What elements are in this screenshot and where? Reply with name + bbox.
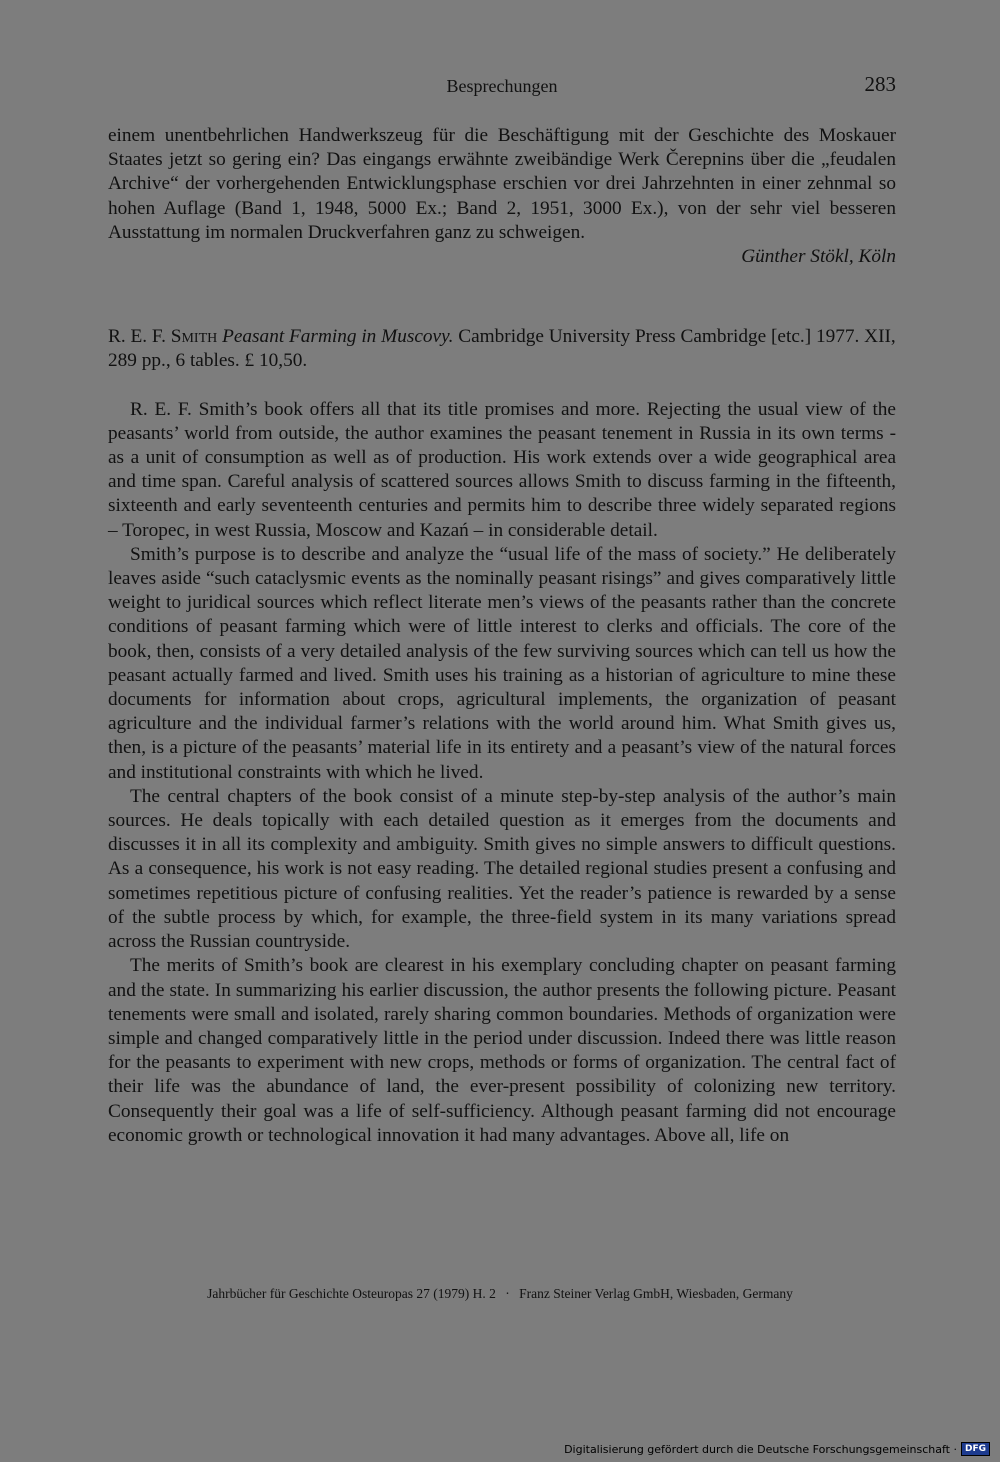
previous-review-ending: einem unentbehrlichen Handwerkszeug für die Beschäftigung mit der Geschichte des Moskauer Staates jetzt so gering ein? Das eingangs erwähnte zweibändige Werk Čerepnins über die „feudalen Archive“ der vorhergehenden Entwicklungsphase erschien vor drei Jahrzehnten in einer zehnmal so hohen Auflage (Band 1, 1948, 5000 Ex.; Band 2, 1951, 3000 Ex.), von der sehr viel besseren Ausstattung im normalen Druckverfahren ganz zu schweigen.	[108, 125, 896, 243]
review-paragraph: The merits of Smith’s book are clearest in his exemplary concluding chapter on peasant farming and the state. In summarizing his earlier discussion, the author presents the following picture. Peasant tenements were small and isolated, rarely sharing common boundaries. Methods of organization were simple and changed comparatively little in the period under discussion. Indeed there was little reason for the peasants to experiment with new crops, methods or forms of organization. The central fact of their life was the abundance of land, the ever-present possibility of colonizing new territory. Consequently their goal was a life of self-sufficiency. Although peasant farming did not encourage economic growth or technological innovation it had many advantages. Above all, life on	[108, 955, 896, 1146]
review-paragraph: R. E. F. Smith’s book offers all that its title promises and more. Rejecting the usual view of the peasants’ world from outside, the author examines the peasant tenement in Russia in its own terms - as a unit of consumption as well as of production. His work extends over a wide geographical area and time span. Careful analysis of scattered sources allows Smith to discuss farming in the fifteenth, sixteenth and early seventeenth centuries and permits him to describe three widely separated regions – Toropec, in west Russia, Moscow and Kazań – in considerable detail.	[108, 398, 896, 541]
running-header	[108, 72, 896, 102]
citation-initials: R. E. F.	[108, 326, 166, 348]
digitization-credit	[564, 1442, 990, 1456]
reviewer-signature: Günther Stökl, Köln	[741, 246, 896, 268]
review-paragraph: Smith’s purpose is to describe and analyze the “usual life of the mass of society.” He deliberately leaves aside “such cataclysmic events as the nominally peasant risings” and gives comparatively little weight to juridical sources which reflect literate men’s views of the peasants rather than the concrete conditions of peasant farming which were of little interest to clerks and officials. The core of the book, then, consists of a very detailed analysis of the few surviving sources which can tell us how the peasant actually farmed and lived. Smith uses his training as a historian of agriculture to mine these documents for information about crops, agricultural implements, the organization of peasant agriculture and the individual farmer’s relations with the world around him. What Smith gives us, then, is a picture of the peasants’ material life in its entirety and a peasant’s view of the natural forces and institutional constraints with which he lived.	[108, 543, 896, 783]
citation-details: Cambridge University Press Cambridge [etc.] 1977. XII, 289 pp., 6 tables. £ 10,50.	[108, 326, 896, 372]
digitization-text: Digitalisierung gefördert durch die Deutsche Forschungsgemeinschaft ·	[564, 1442, 957, 1456]
footer-journal: Jahrbücher für Geschichte Osteuropas 27 (1979) H. 2	[207, 1286, 496, 1301]
page-body	[108, 124, 896, 1148]
review-paragraph: The central chapters of the book consist of a minute step-by-step analysis of the author’s main sources. He deals topically with each detailed question as it emerges from the documents and discusses it in all its complexity and ambiguity. Smith gives no simple answers to difficult questions. As a consequence, his work is not easy reading. The detailed regional studies present a confusing and sometimes repetitious picture of confusing realities. Yet the reader’s patience is rewarded by a sense of the subtle process by which, for example, the three-field system in its many variations spread across the Russian countryside.	[108, 785, 896, 953]
book-citation	[108, 325, 896, 373]
dfg-logo-icon: DFG	[961, 1442, 990, 1456]
footer-publisher: Franz Steiner Verlag GmbH, Wiesbaden, Germany	[519, 1286, 793, 1301]
citation-author-surname: Smith	[170, 326, 218, 348]
footer-separator: ·	[505, 1286, 510, 1301]
page-number: 283	[864, 72, 896, 96]
journal-footer	[0, 1286, 1000, 1302]
citation-book-title: Peasant Farming in Muscovy.	[222, 326, 454, 348]
running-title: Besprechungen	[446, 76, 558, 96]
